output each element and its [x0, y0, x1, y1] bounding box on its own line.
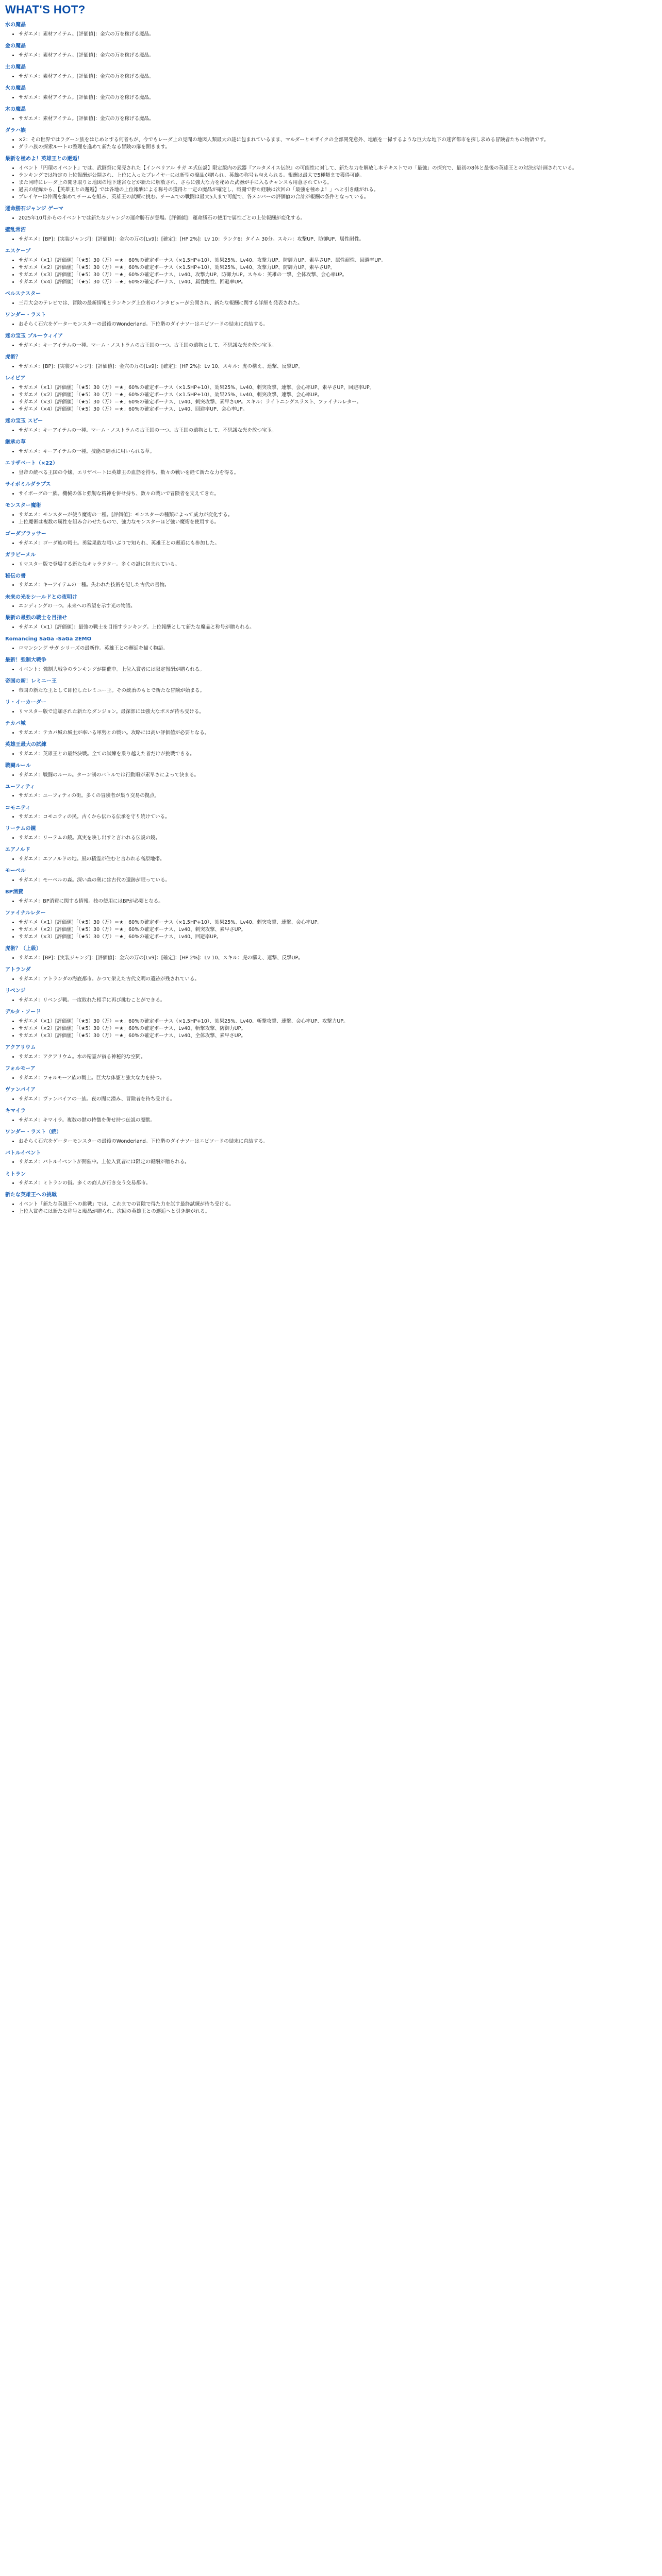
list-item: • サガエメ：リーテムの鏡。真実を映し出すと言われる伝説の鏡。 — [19, 835, 657, 841]
section-list — [5, 919, 657, 940]
section-list — [5, 257, 657, 285]
section — [5, 657, 657, 673]
section-list — [5, 448, 657, 455]
section-title: 新たな英雄王への挑戦 — [5, 1192, 57, 1198]
section-title: 帝国の新！レミニー王 — [5, 679, 57, 685]
section — [5, 868, 657, 884]
section — [5, 1108, 657, 1124]
section — [5, 1150, 657, 1166]
list-item: • サガエメ（×1）[評価値]「（★5）30（万）＝★」60%の確定ポーナス（×1.5HP+10）、効果25%、Lv40、斬撃攻撃、連撃、会心率UP、攻撃力UP。 — [19, 1018, 657, 1025]
section — [5, 418, 657, 434]
list-item: • リマスター版で登場する新たなキャラクター。多くの謎に包まれている。 — [19, 561, 657, 568]
section-list — [5, 469, 657, 476]
list-item: • 帝国の新たな王として即位したレミニー王。その統治のもとで新たな冒険が始まる。 — [19, 687, 657, 694]
section-title: 木の魔晶 — [5, 106, 26, 112]
section-list — [5, 955, 657, 961]
list-item: • プレイヤーは仲間を集めてチームを組み、英雄王の試練に挑む。チームでの戦闘は最大5人まで可能で、各メンバーの評価値の合計が報酬の条件となっている。 — [19, 194, 657, 200]
section — [5, 805, 657, 821]
section-list — [5, 115, 657, 122]
list-item: • サガエメ：[BP]：[実装ジャンジ]：[評価値]：金穴の万の[Lv9]：[確定]：[HP 2%]：Lv 10、スキル：虎の構え、連撃、反撃UP。 — [19, 955, 657, 961]
section — [5, 967, 657, 982]
list-item: • サガエメ（×1）[評価値]「（★5）30（万）＝★」60%の確定ポーナス（×1.5HP+10）、効果25%、Lv40、刺突攻撃、連撃、会心率UP。 — [19, 919, 657, 926]
list-item: • サガエメ：ゴーダ族の戦士。勇猛果敢な戦いぶりで知られ、英雄王との邂逅にも参加した。 — [19, 540, 657, 547]
section — [5, 43, 657, 59]
list-item: • サガエメ：バトルイベントが開催中。上位入賞者には限定の報酬が贈られる。 — [19, 1159, 657, 1165]
list-item: • サガエメ：キーアイテムの一種。技能の継承に用いられる草。 — [19, 448, 657, 455]
section-list — [5, 814, 657, 820]
section — [5, 636, 657, 652]
section — [5, 481, 657, 497]
section — [5, 615, 657, 631]
section-title: 虎術？（上級） — [5, 946, 41, 952]
section-title: リ・イーカーダー — [5, 700, 46, 706]
section-list — [5, 561, 657, 568]
list-item: • サガエメ（×1）[評価値]：最強の戦士を目指すランキング。上位報酬として新たな魔晶と称号が贈られる。 — [19, 624, 657, 631]
section — [5, 784, 657, 800]
section-list — [5, 1054, 657, 1060]
section — [5, 846, 657, 862]
section-title: アクアリウム — [5, 1045, 36, 1051]
section — [5, 1171, 657, 1187]
list-item: • 上位魔術は複数の属性を組み合わせたもので、強力なモンスターほど強い魔術を使用する。 — [19, 519, 657, 526]
list-item: • サガエメ：モンスターが使う魔術の一種。[評価値]：モンスターの種類によって威力が変化する。 — [19, 512, 657, 518]
list-item: • サガエメ：アトランダの海底都市。かつて栄えた古代文明の遺跡が残されている。 — [19, 976, 657, 982]
section — [5, 1192, 657, 1215]
section-title: サイボミルダラプス — [5, 481, 51, 487]
section-title: Romancing SaGa -SaGa 2EMO — [5, 636, 92, 642]
list-item: • 三月大会のテレビでは、冒険の最新情報とランキング上位者のインタビューが公開され、新たな報酬に関する詳細も発表された。 — [19, 300, 657, 307]
section-list — [5, 1075, 657, 1081]
section-list — [5, 1117, 657, 1124]
section — [5, 573, 657, 589]
list-item: • サガエメ（×2）[評価値]「（★5）30（万）＝★」60%の確定ポーナス（×1.5HP+10）、効果25%、Lv40、攻撃力UP、防御力UP、素早さUP。 — [19, 264, 657, 271]
section-title: リベンジ — [5, 988, 26, 994]
list-item: • イベント：強制大戦争のランキングが開催中。上位入賞者には限定報酬が贈られる。 — [19, 666, 657, 673]
section-list — [5, 540, 657, 547]
page — [0, 0, 662, 1215]
section-title: 壁乱常沼 — [5, 227, 26, 233]
section-list — [5, 512, 657, 526]
section-title: モーベル — [5, 868, 26, 874]
section — [5, 156, 657, 200]
section-title: 運命勝石ジャンジ ゲーマ — [5, 206, 64, 212]
list-item: • サガエメ（×2）[評価値]「（★5）30（万）＝★」60%の確定ポーナス、Lv40、刺突攻撃、素早さUP。 — [19, 926, 657, 933]
section — [5, 64, 657, 80]
section — [5, 699, 657, 715]
section — [5, 248, 657, 285]
section — [5, 22, 657, 38]
section-title: デルタ・ソード — [5, 1009, 41, 1015]
list-item: • サガエメ：コモニティの民。古くから伝わる伝承を守り続けている。 — [19, 814, 657, 820]
section — [5, 375, 657, 413]
section — [5, 945, 657, 961]
section — [5, 678, 657, 694]
section-list — [5, 645, 657, 652]
section-list — [5, 856, 657, 862]
section — [5, 291, 657, 307]
list-item: • サガエメ：キーアイテムの一種。失われた技術を記した古代の書物。 — [19, 582, 657, 588]
section — [5, 741, 657, 757]
section — [5, 552, 657, 568]
section-title: テカパ城 — [5, 720, 26, 726]
list-item: • おそらく石穴をゲーターモンスターの最後のWonderland。下位階のダイナソーはエピソードの結末に直結する。 — [19, 1138, 657, 1145]
section-title: キマイラ — [5, 1108, 26, 1114]
list-item: • サガエメ（×1）[評価値]「（★5）30（万）＝★」60%の確定ポーナス（×1.5HP+10）、効果25%、Lv40、刺突攻撃、連撃、会心率UP、素早さUP、回避率UP。 — [19, 384, 657, 391]
section-title: ガラビーメル — [5, 552, 36, 558]
section-list — [5, 321, 657, 328]
section-list — [5, 94, 657, 101]
sections-list — [5, 22, 657, 1215]
section-list — [5, 384, 657, 413]
section-title: ワンダー・ラスト（続） — [5, 1129, 62, 1135]
section-list — [5, 624, 657, 631]
section-title: ファイナルレター — [5, 910, 46, 917]
list-item: • ランキングでは特定の上位報酬が公開され、上位に入ったプレイヤーには新型の魔晶が贈られ、英雄の称号も与えられる。報酬は最大で5種類まで獲得可能。 — [19, 172, 657, 179]
list-item: • ダラハ族の探索ルートの整理を進めて新たなる冒険の扉を開きます。 — [19, 144, 657, 150]
section-list — [5, 835, 657, 841]
section — [5, 594, 657, 610]
list-item: • サガエメ（×3）[評価値]「（★5）30（万）＝★」60%の確定ポーナス、Lv40、回避率UP。 — [19, 934, 657, 940]
section-title: 未来の光をシールドとの夜明け — [5, 594, 77, 600]
section-list — [5, 772, 657, 778]
page-title: WHAT'S HOT? — [5, 3, 86, 16]
section-list — [5, 1018, 657, 1039]
section-list — [5, 427, 657, 434]
section-list — [5, 730, 657, 736]
section-list — [5, 73, 657, 80]
list-item: • サガエメ：アクアリウム。水の精霊が宿る神秘的な空間。 — [19, 1054, 657, 1060]
section-title: コモニティ — [5, 805, 31, 811]
section-title: 金の魔晶 — [5, 43, 26, 49]
section — [5, 910, 657, 940]
section — [5, 106, 657, 122]
list-item: • サガエメ：キーアイテムの一種。マーム・ノストラムの古王国の一つ。古王国の遺物として、不思議な光を放つ宝玉。 — [19, 342, 657, 349]
list-item: • サガエメ：エアノルドの地。風の精霊が住むと言われる高原地帯。 — [19, 856, 657, 862]
list-item: • サガエメ：BP消費に関する情報。技の使用にはBPが必要となる。 — [19, 898, 657, 905]
section-title: 最新！強制大戦争 — [5, 657, 46, 664]
section-list — [5, 342, 657, 349]
section-list — [5, 603, 657, 609]
section — [5, 333, 657, 349]
list-item: • サガエメ（×4）[評価値]「（★5）30（万）＝★」60%の確定ポーナス、Lv40、属性耐性、回避率UP。 — [19, 279, 657, 285]
section-list — [5, 1201, 657, 1215]
list-item: • サガエメ（×3）[評価値]「（★5）30（万）＝★」60%の確定ポーナス、Lv40、刺突攻撃、素早さUP。スキル：ライトニングスラスト、ファイナルレター。 — [19, 399, 657, 405]
section-title: 虎術？ — [5, 354, 21, 361]
list-item: • サガエメ：英雄王との最終決戦。全ての試練を乗り越えた者だけが挑戦できる。 — [19, 751, 657, 757]
list-item: • イベント「円環のイベント」では、武闘祭に発売された【インペリアル サガ エ式伝説】限定版内の武器『アルタメイス伝説』の可能性に対して、新たな力を解放し本テキストでの「最強」の探究で、最初の8体と最後の英雄王との対決が計画されている。 — [19, 165, 657, 172]
list-item: • また同時にレーダ上の聞き取りと地図の地下迷宮などが新たに解放され、さらに強大な力を秘めた武器が手に入るチャンスも用意されている。 — [19, 179, 657, 186]
section — [5, 206, 657, 222]
list-item: • おそらく石穴をゲーターモンスターの最後のWonderland。下位階のダイナソーはエピソードの結末に直結する。 — [19, 321, 657, 328]
list-item: • サガエメ：素材アイテム。[評価値]：金穴の万を稼げる魔晶。 — [19, 31, 657, 38]
section-title: 迷の宝玉 スピー — [5, 418, 43, 425]
section-list — [5, 490, 657, 497]
list-item: • サガエメ（×4）[評価値]「（★5）30（万）＝★」60%の確定ポーナス、Lv40、回避率UP、会心率UP。 — [19, 406, 657, 413]
section-list — [5, 1138, 657, 1145]
section-title: エリザベート（×22） — [5, 460, 58, 466]
list-item: • エンディングの一つ。未来への希望を示す光の物語。 — [19, 603, 657, 609]
list-item: • サガエメ：ヴァンパイアの一族。夜の闇に潜み、冒険者を待ち受ける。 — [19, 1096, 657, 1103]
section-list — [5, 215, 657, 222]
section-list — [5, 666, 657, 673]
section-list — [5, 1096, 657, 1103]
list-item: • サガエメ：キーアイテムの一種。マーム・ノストラムの古王国の一つ。古王国の遺物として、不思議な光を放つ宝玉。 — [19, 427, 657, 434]
section — [5, 85, 657, 101]
list-item: • サガエメ：[BP]：[実装ジャンジ]：[評価値]：金穴の万の[Lv9]：[確定]：[HP 2%]：Lv 10、スキル：虎の構え、連撃、反撃UP。 — [19, 363, 657, 370]
section-title: ヴァンパイア — [5, 1087, 36, 1093]
section-list — [5, 582, 657, 588]
section — [5, 1065, 657, 1081]
list-item: • サガエメ（×2）[評価値]「（★5）30（万）＝★」60%の確定ポーナス（×1.5HP+10）、効果25%、Lv40、刺突攻撃、連撃、会心率UP。 — [19, 392, 657, 398]
list-item: • サガエメ：テカパ城の城主が率いる軍勢との戦い。攻略には高い評価値が必要となる。 — [19, 730, 657, 736]
section — [5, 531, 657, 547]
section-title: レイピア — [5, 375, 26, 381]
section-title: リーテムの鏡 — [5, 826, 36, 832]
list-item: • サガエメ：モーベルの森。深い森の奥には古代の遺跡が眠っている。 — [19, 877, 657, 884]
section — [5, 889, 657, 905]
list-item: • サガエメ：素材アイテム。[評価値]：金穴の万を稼げる魔晶。 — [19, 73, 657, 80]
section-title: 継承の草 — [5, 439, 26, 446]
list-item: • 皇帝の統べる王国の令嬢。エリザベートは英雄王の血筋を持ち、数々の戦いを経て新たな力を得る。 — [19, 469, 657, 476]
list-item: • サガエメ：戦闘のルール。ターン制のバトルでは行動順が素早さによって決まる。 — [19, 772, 657, 778]
list-item: • サガエメ：素材アイテム。[評価値]：金穴の万を稼げる魔晶。 — [19, 115, 657, 122]
section-title: ミトラン — [5, 1171, 26, 1177]
list-item: • サガエメ：素材アイテム。[評価値]：金穴の万を稼げる魔晶。 — [19, 52, 657, 59]
list-item: • サガエメ：フォルモーア族の戦士。巨大な体躯と強大な力を持つ。 — [19, 1075, 657, 1081]
section-list — [5, 976, 657, 982]
section-list — [5, 792, 657, 799]
section — [5, 127, 657, 150]
section-list — [5, 898, 657, 905]
list-item: • サガエメ（×3）[評価値]「（★5）30（万）＝★」60%の確定ポーナス、Lv40、全体攻撃、素早さUP。 — [19, 1032, 657, 1039]
section-title: 英雄王最大の試練 — [5, 741, 46, 748]
section-list — [5, 997, 657, 1004]
list-item: • サガエメ（×3）[評価値]「（★5）30（万）＝★」60%の確定ポーナス、Lv40、攻撃力UP、防御力UP。スキル：英雄の一撃、全体攻撃、会心率UP。 — [19, 272, 657, 278]
list-item: • サガエメ：素材アイテム。[評価値]：金穴の万を稼げる魔晶。 — [19, 94, 657, 101]
section-title: BP消費 — [5, 889, 23, 895]
list-item: • サイボーグの一族。機械の体と強靭な精神を併せ持ち、数々の戦いで冒険者を支えてきた。 — [19, 490, 657, 497]
section-title: フォルモーア — [5, 1065, 36, 1072]
section — [5, 720, 657, 736]
section — [5, 825, 657, 841]
list-item: • 上位入賞者には新たな称号と魔晶が贈られ、次回の英雄王との邂逅へと引き継がれる。 — [19, 1208, 657, 1215]
list-item: • リマスター版で追加された新たなダンジョン。最深部には強大なボスが待ち受ける。 — [19, 708, 657, 715]
section-title: バトルイベント — [5, 1150, 41, 1156]
section-title: 最新の最強の戦士を目指せ — [5, 615, 67, 621]
section-title: エアノルド — [5, 847, 30, 853]
section-title: ユーフィティ — [5, 784, 35, 790]
section-title: 戦闘ルール — [5, 762, 31, 769]
section — [5, 227, 657, 243]
list-item: • 2025年10月からのイベントでは新たなジャンジの運命勝石が登場。[評価値]：運命勝石の使用で属性ごとの上位報酬が変化する。 — [19, 215, 657, 222]
section-list — [5, 52, 657, 59]
section — [5, 439, 657, 455]
section-title: アトランダ — [5, 967, 31, 973]
list-item: • サガエメ（×2）[評価値]「（★5）30（万）＝★」60%の確定ポーナス、Lv40、斬撃攻撃、防御力UP。 — [19, 1025, 657, 1032]
list-item: • サガエメ：リベンジ戦。一度敗れた相手に再び挑むことができる。 — [19, 997, 657, 1004]
section-list — [5, 363, 657, 370]
section-list — [5, 708, 657, 715]
section-title: モンスター魔術 — [5, 502, 41, 509]
section — [5, 1044, 657, 1060]
section-title: 火の魔晶 — [5, 86, 26, 92]
section-list — [5, 877, 657, 884]
list-item: • ×2：その世界ではラグーン族をはじめとする何者もが、今でもレーダ上の見聞の地図人類最大の謎に包まれているまま、マルダーとモザイクの全部開発意外、地底を一掃するような巨大な地下の迷宮都市を探し求める冒険者たちの物語です。 — [19, 137, 657, 143]
section — [5, 762, 657, 778]
section-title: ゴーダブラッサー — [5, 531, 46, 537]
list-item: • サガエメ：[BP]：[実装ジャンジ]：[評価値]：金穴の万の[Lv9]：[確定]：[HP 2%]：Lv 10：ランク6：タイム 30分。スキル：攻撃UP、防御UP、属性耐性。 — [19, 236, 657, 243]
list-item: • サガエメ：ユーフィティの街。多くの冒険者が集う交易の拠点。 — [19, 792, 657, 799]
list-item: • イベント「新たな英雄王への挑戦」では、これまでの冒険で得た力を試す最終試練が待ち受ける。 — [19, 1201, 657, 1208]
section — [5, 1009, 657, 1039]
section-title: 土の魔晶 — [5, 64, 26, 71]
list-item: • サガエメ：キマイラ。複数の獣の特徴を併せ持つ伝説の魔獣。 — [19, 1117, 657, 1124]
section-list — [5, 1159, 657, 1165]
section-list — [5, 300, 657, 307]
list-item: • ロマンシング サガ シリーズの最新作。英雄王との邂逅を描く物語。 — [19, 645, 657, 652]
section-title: エスケープ — [5, 248, 31, 255]
section — [5, 354, 657, 370]
list-item: • サガエメ：ミトランの街。多くの商人が行き交う交易都市。 — [19, 1180, 657, 1187]
section — [5, 312, 657, 328]
section-title: 秘伝の書 — [5, 573, 26, 579]
list-item: • 過去の経緯から、【英雄王との邂逅】では各地の上位報酬による称号の獲得と一定の魔晶が確定し、戦闘で得た経験は次回の「最強を極めよ！」へと引き継がれる。 — [19, 187, 657, 193]
section — [5, 460, 657, 476]
section — [5, 988, 657, 1004]
section-title: ダラハ族 — [5, 127, 26, 133]
section-list — [5, 31, 657, 38]
section-title: 迷の宝玉 ブルーウィイア — [5, 333, 63, 340]
list-item: • サガエメ（×1）[評価値]「（★5）30（万）＝★」60%の確定ポーナス（×1.5HP+10）、効果25%、Lv40、攻撃力UP、防御力UP、素早さUP、属性耐性、回避率UP。 — [19, 257, 657, 264]
section-list — [5, 236, 657, 243]
section-title: 水の魔晶 — [5, 22, 26, 28]
section-title: ベルスナスター — [5, 291, 41, 297]
section — [5, 502, 657, 526]
section-list — [5, 687, 657, 694]
section-title: ワンダー・ラスト — [5, 312, 46, 318]
section — [5, 1087, 657, 1103]
section-list — [5, 751, 657, 757]
section-title: 最新を極めよ！英雄王との邂逅！ — [5, 156, 82, 162]
section-list — [5, 137, 657, 150]
section — [5, 1129, 657, 1145]
section-list — [5, 165, 657, 201]
section-list — [5, 1180, 657, 1187]
